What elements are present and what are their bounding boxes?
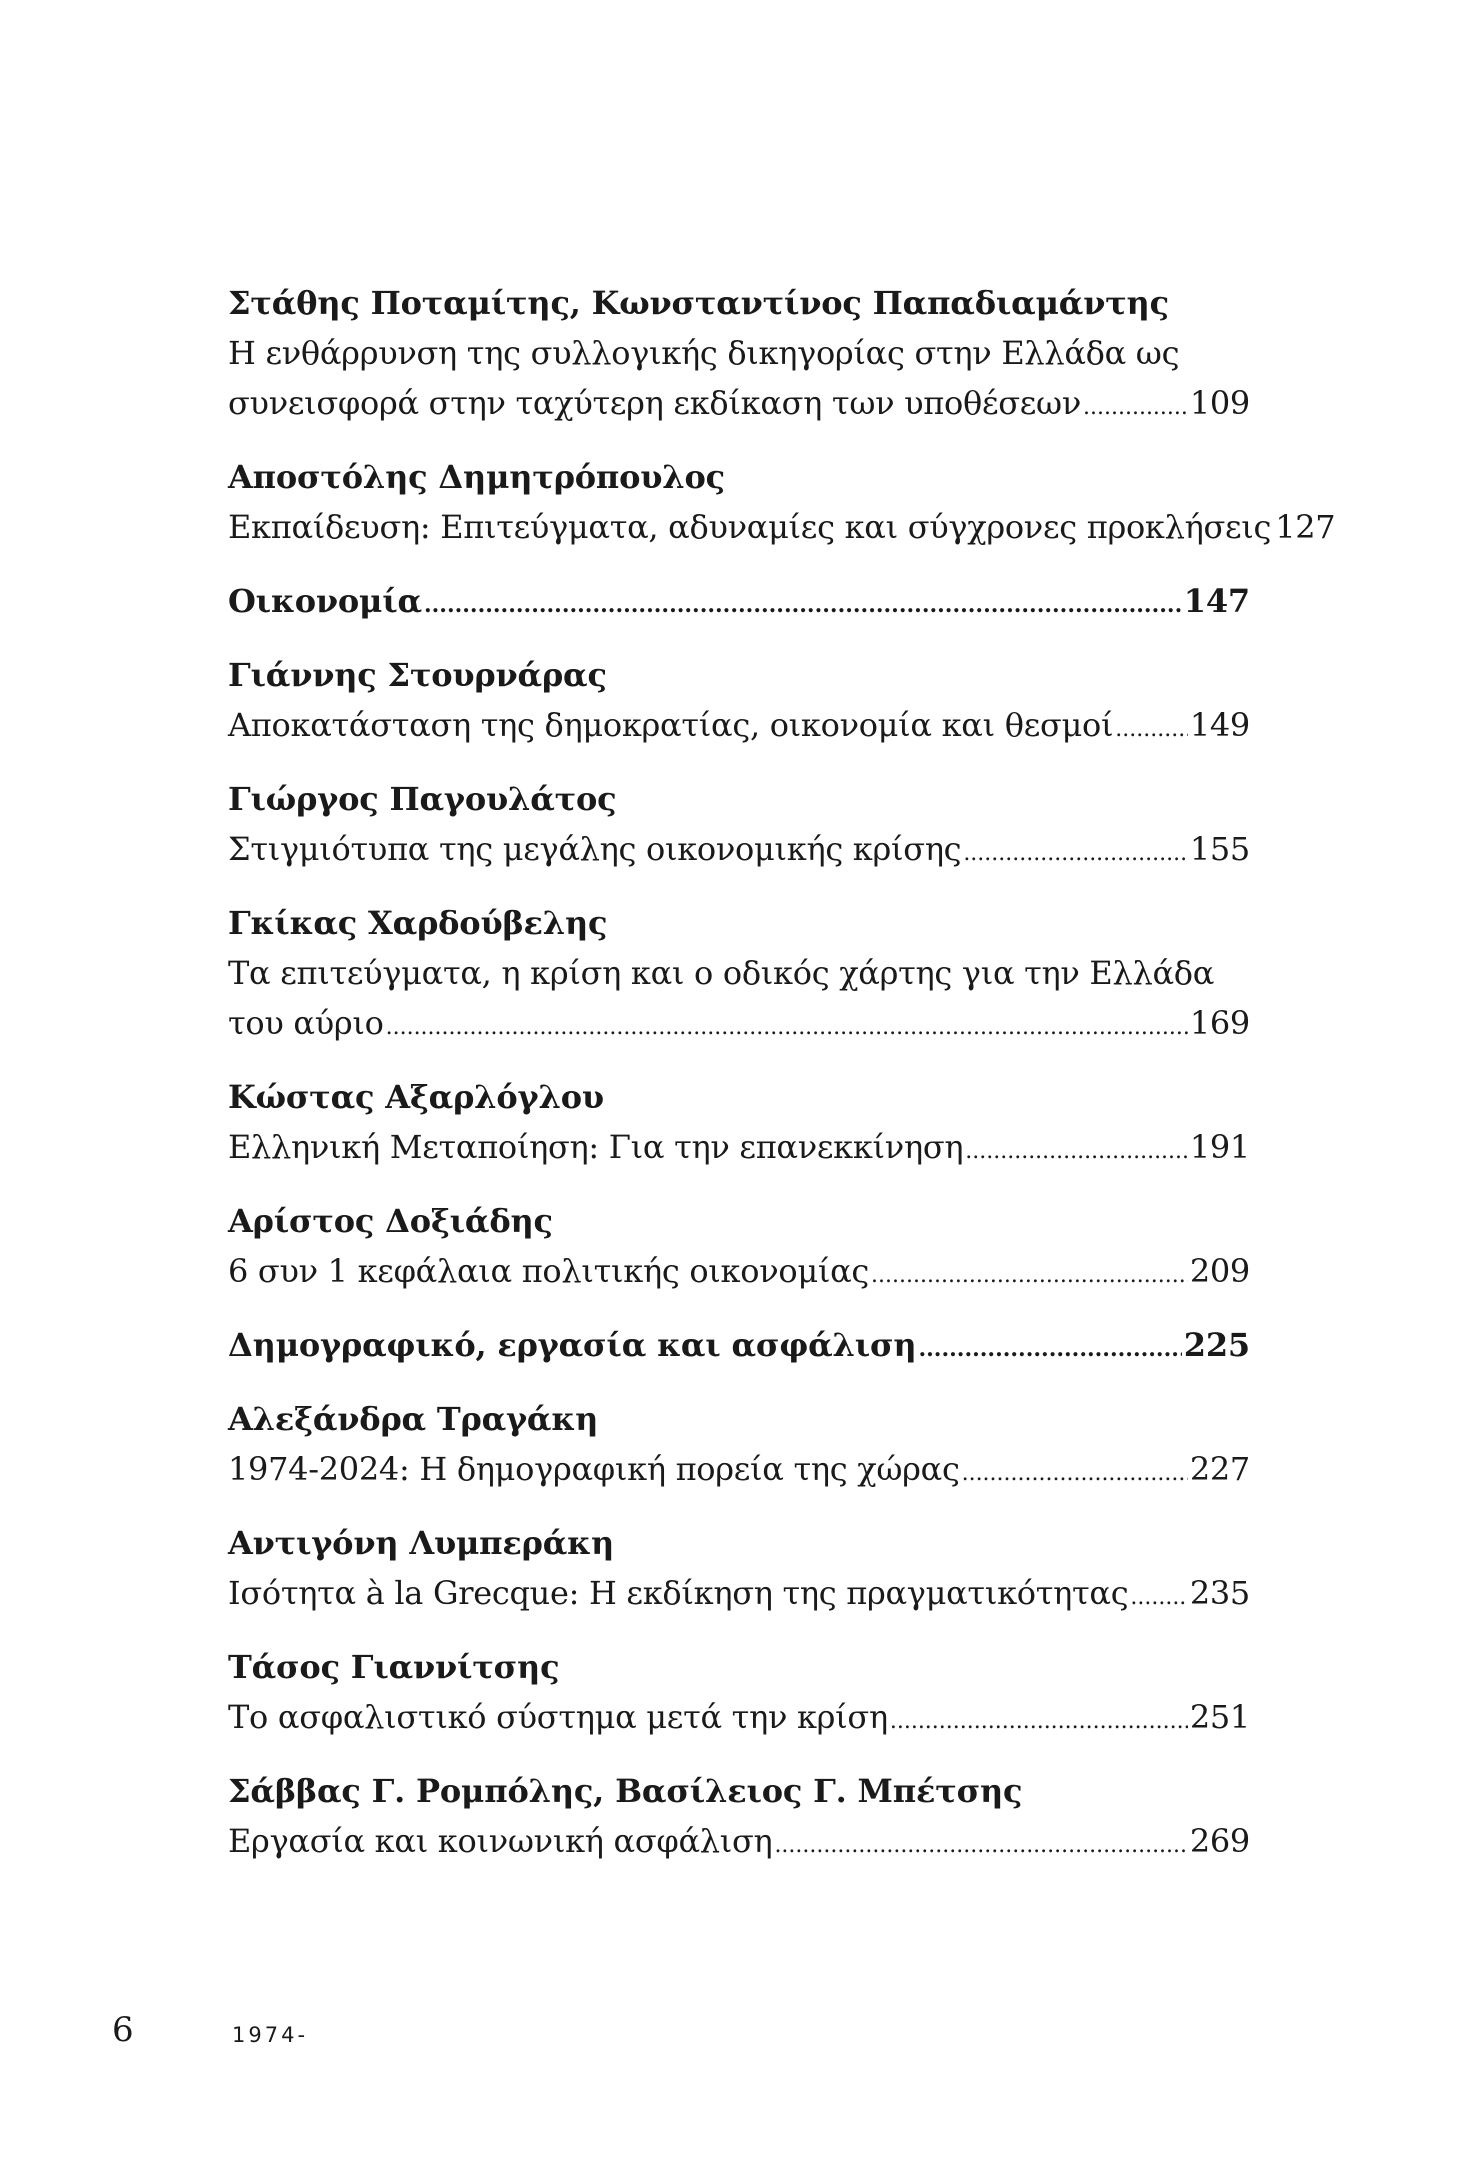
toc-entry[interactable]	[228, 1642, 1250, 1742]
entry-title: του αύριο	[228, 1004, 384, 1042]
dot-leader	[918, 1320, 1181, 1370]
page-number: 209	[1189, 1252, 1250, 1290]
entry-author: Γιάννης Στουρνάρας	[228, 656, 607, 694]
entry-title: Εργασία και κοινωνική ασφάλιση	[228, 1822, 773, 1860]
toc-entry[interactable]	[228, 278, 1250, 428]
page-number: 269	[1189, 1822, 1250, 1860]
page-number: 191	[1189, 1128, 1250, 1166]
entry-author: Αρίστος Δοξιάδης	[228, 1202, 553, 1240]
toc-entry[interactable]	[228, 1196, 1250, 1296]
entry-title: Ελληνική Μεταποίηση: Για την επανεκκίνηση	[228, 1128, 964, 1166]
dot-leader	[963, 824, 1188, 874]
table-of-contents	[228, 278, 1336, 1890]
page-number: 155	[1189, 830, 1250, 868]
page-number: 251	[1189, 1698, 1250, 1736]
page-number: 169	[1189, 1004, 1250, 1042]
entry-title-row	[228, 1246, 1250, 1296]
dot-leader	[424, 576, 1182, 626]
dot-leader	[386, 998, 1188, 1048]
page-number: 225	[1183, 1326, 1250, 1364]
entry-author: Τάσος Γιαννίτσης	[228, 1648, 560, 1686]
running-head: 1974-	[232, 2023, 309, 2047]
entry-title: Το ασφαλιστικό σύστημα μετά την κρίση	[228, 1698, 888, 1736]
entry-title: Ισότητα à la Grecque: Η εκδίκηση της πραγματικότητας	[228, 1574, 1129, 1612]
dot-leader	[871, 1246, 1188, 1296]
toc-section-heading[interactable]	[228, 576, 1250, 626]
entry-author: Σάββας Γ. Ρομπόλης, Βασίλειος Γ. Μπέτσης	[228, 1772, 1023, 1810]
toc-entry[interactable]	[228, 898, 1250, 1048]
section-row	[228, 1320, 1250, 1370]
entry-title-line: Τα επιτεύγματα, η κρίση και ο οδικός χάρτης για την Ελλάδα	[228, 954, 1215, 992]
toc-entry[interactable]	[228, 774, 1250, 874]
entry-title-line: Η ενθάρρυνση της συλλογικής δικηγορίας στην Ελλάδα ως	[228, 334, 1180, 372]
section-row	[228, 576, 1250, 626]
toc-entry[interactable]	[228, 650, 1250, 750]
entry-title: συνεισφορά στην ταχύτερη εκδίκαση των υποθέσεων	[228, 384, 1081, 422]
entry-title: Εκπαίδευση: Επιτεύγματα, αδυναμίες και σύγχρονες προκλήσεις	[228, 508, 1272, 546]
entry-title-row	[228, 998, 1250, 1048]
page-number: 235	[1189, 1574, 1250, 1612]
page-number: 227	[1189, 1450, 1250, 1488]
toc-section-heading[interactable]	[228, 1320, 1250, 1370]
entry-author: Γιώργος Παγουλάτος	[228, 780, 617, 818]
entry-title: Στιγμιότυπα της μεγάλης οικονομικής κρίσης	[228, 830, 962, 868]
entry-title: Αποκατάσταση της δημοκρατίας, οικονομία και θεσμοί	[228, 706, 1114, 744]
toc-entry[interactable]	[228, 1394, 1250, 1494]
toc-entry[interactable]	[228, 452, 1336, 552]
entry-title: 6 συν 1 κεφάλαια πολιτικής οικονομίας	[228, 1252, 870, 1290]
entry-author: Αλεξάνδρα Τραγάκη	[228, 1400, 599, 1438]
toc-entry[interactable]	[228, 1072, 1250, 1172]
entry-title-row	[228, 824, 1250, 874]
entry-title-row	[228, 700, 1250, 750]
entry-author: Αντιγόνη Λυμπεράκη	[228, 1524, 615, 1562]
dot-leader	[890, 1692, 1188, 1742]
entry-author: Στάθης Ποταμίτης, Κωνσταντίνος Παπαδιαμάντης	[228, 284, 1169, 322]
toc-entry[interactable]	[228, 1766, 1250, 1866]
toc-entry[interactable]	[228, 1518, 1250, 1618]
dot-leader	[774, 1816, 1187, 1866]
entry-title-row	[228, 378, 1250, 428]
dot-leader	[1130, 1568, 1187, 1618]
entry-title-row	[228, 1692, 1250, 1742]
dot-leader	[1115, 700, 1188, 750]
page-number: 109	[1189, 384, 1250, 422]
entry-title-row	[228, 1816, 1250, 1866]
section-title: Δημογραφικό, εργασία και ασφάλιση	[228, 1326, 917, 1364]
entry-title-row	[228, 1568, 1250, 1618]
entry-title-row	[228, 1122, 1250, 1172]
entry-title-row	[228, 1444, 1250, 1494]
page-folio: 6	[112, 2010, 134, 2050]
entry-title-row	[228, 502, 1336, 552]
entry-author: Γκίκας Χαρδούβελης	[228, 904, 608, 942]
page-number: 127	[1275, 508, 1336, 546]
section-title: Οικονομία	[228, 582, 422, 620]
dot-leader	[962, 1444, 1188, 1494]
dot-leader	[1083, 378, 1188, 428]
page-number: 147	[1183, 582, 1250, 620]
page-number: 149	[1189, 706, 1250, 744]
entry-title: 1974-2024: Η δημογραφική πορεία της χώρας	[228, 1450, 960, 1488]
entry-author: Κώστας Αξαρλόγλου	[228, 1078, 604, 1116]
entry-author: Αποστόλης Δημητρόπουλος	[228, 458, 725, 496]
dot-leader	[965, 1122, 1188, 1172]
